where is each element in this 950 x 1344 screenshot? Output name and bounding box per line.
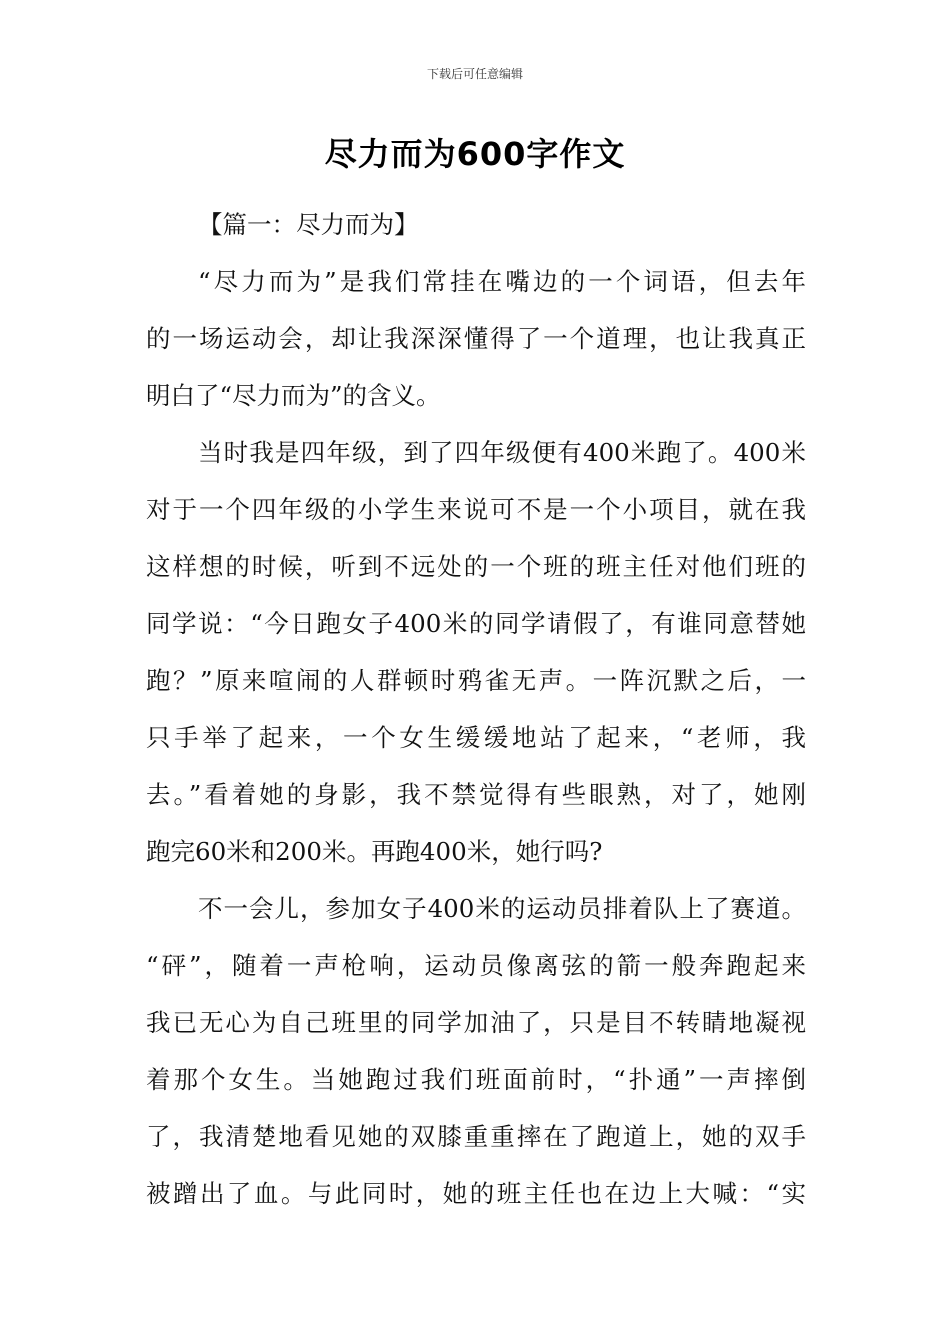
text-line: 去。”看着她的身影，我不禁觉得有些眼熟，对了，她刚: [146, 780, 806, 809]
text-line: 被蹭出了血。与此同时，她的班主任也在边上大喊：“实: [146, 1179, 806, 1208]
text-line: 明白了“尽力而为”的含义。: [146, 381, 441, 410]
text-line: 着那个女生。当她跑过我们班面前时，“扑通”一声摔倒: [146, 1065, 806, 1094]
text-line: 的一场运动会，却让我深深懂得了一个道理，也让我真正: [146, 324, 806, 353]
text-line: 不一会儿，参加女子400米的运动员排着队上了赛道。: [198, 894, 806, 923]
header-note: 下载后可任意编辑: [426, 67, 523, 81]
text-line: 我已无心为自己班里的同学加油了，只是目不转睛地凝视: [146, 1008, 806, 1037]
essay-body: [146, 196, 806, 1222]
text-line: 只手举了起来，一个女生缓缓地站了起来，“老师，我: [146, 723, 806, 752]
text-line: 对于一个四年级的小学生来说可不是一个小项目，就在我: [146, 495, 806, 524]
text-line: 这样想的时候，听到不远处的一个班的班主任对他们班的: [146, 552, 806, 581]
section-heading: 【篇一：尽力而为】: [198, 210, 419, 239]
text-line: 跑？”原来喧闹的人群顿时鸦雀无声。一阵沉默之后，一: [146, 666, 806, 695]
page-title: 尽力而为600字作文: [324, 135, 626, 173]
text-line: 同学说：“今日跑女子400米的同学请假了，有谁同意替她: [146, 609, 806, 638]
text-line: 当时我是四年级，到了四年级便有400米跑了。400米: [198, 438, 806, 467]
text-line: 了，我清楚地看见她的双膝重重摔在了跑道上，她的双手: [146, 1122, 806, 1151]
paragraph-lines: [146, 253, 806, 1222]
text-line: 跑完60米和200米。再跑400米，她行吗?: [146, 837, 603, 866]
text-line: “砰”，随着一声枪响，运动员像离弦的箭一般奔跑起来: [146, 951, 806, 980]
text-line: “尽力而为”是我们常挂在嘴边的一个词语，但去年: [198, 267, 806, 296]
